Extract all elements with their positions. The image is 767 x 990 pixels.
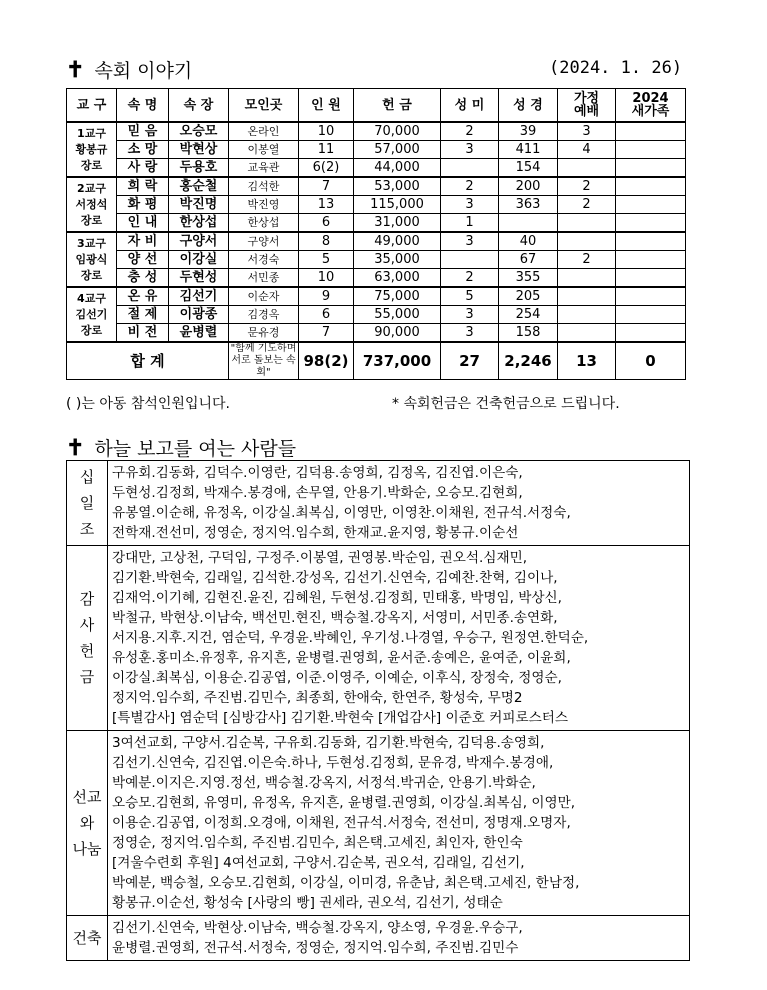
- group-name: 인 내: [117, 214, 169, 233]
- donation-category: 선교 와 나눔: [67, 731, 108, 916]
- donor-line: 유봉열.이순해, 유정옥, 이강실.최복심, 이영만, 이영찬.이채원, 전규석.서정숙,: [112, 505, 571, 521]
- meeting-place: 서민종: [229, 269, 299, 288]
- leader-name: 한상섭: [169, 214, 229, 233]
- section-title-donors: [66, 434, 296, 461]
- new-family: [616, 159, 686, 178]
- new-family: [616, 141, 686, 159]
- attendance: 7: [299, 324, 354, 343]
- bible-reading: 200: [499, 177, 558, 196]
- donor-line: 윤병렬.권영희, 전규석.서정숙, 정영순, 정지억.임수희, 주진범.김민수: [112, 940, 519, 956]
- offering: 57,000: [354, 141, 441, 159]
- family-worship: [558, 306, 616, 324]
- total-rice: 27: [441, 342, 499, 380]
- new-family: [616, 287, 686, 306]
- table-header-row: [67, 89, 686, 123]
- report-date: (2024. 1. 26): [549, 58, 683, 78]
- footnote-offering: * 속회헌금은 건축헌금으로 드립니다.: [392, 396, 620, 412]
- rice-offering: 3: [441, 306, 499, 324]
- total-note: "함께 기도하며 서로 돌보는 속회": [229, 342, 299, 380]
- new-family: [616, 122, 686, 141]
- donation-category: 감 사 헌 금: [67, 546, 108, 731]
- table-row: [67, 214, 686, 233]
- offering: 44,000: [354, 159, 441, 178]
- family-worship: 2: [558, 251, 616, 269]
- offering: 55,000: [354, 306, 441, 324]
- column-header: 헌 금: [354, 89, 441, 123]
- donor-line: 두현성.김정희, 박재수.봉경애, 손무열, 안용기.박화순, 오승모.김현희,: [112, 485, 523, 501]
- family-worship: [558, 269, 616, 288]
- new-family: [616, 196, 686, 214]
- donor-names: [108, 546, 690, 731]
- offering: 63,000: [354, 269, 441, 288]
- donor-line: 김선기.신연숙, 김진엽.이은숙.하나, 두현성.김정희, 문유경, 박재수.봉경애,: [112, 755, 554, 771]
- attendance: 13: [299, 196, 354, 214]
- offering: 31,000: [354, 214, 441, 233]
- attendance: 5: [299, 251, 354, 269]
- group-name: 사 랑: [117, 159, 169, 178]
- donor-line: 김재억.이기혜, 김현진.윤진, 김혜원, 두현성.김정희, 민태홍, 박명임, 박상신,: [112, 590, 562, 606]
- table-row: [67, 306, 686, 324]
- attendance: 6(2): [299, 159, 354, 178]
- column-header: 교 구: [67, 89, 117, 123]
- donation-category: 십 일 조: [67, 461, 108, 546]
- table-row: [67, 324, 686, 343]
- cross-icon: ✝: [66, 434, 85, 461]
- bible-reading: 205: [499, 287, 558, 306]
- bible-reading: 363: [499, 196, 558, 214]
- donor-line: 황봉규.이순선, 황성숙 [사랑의 빵] 권세라, 권오석, 김선기, 성태순: [112, 895, 503, 911]
- meeting-table: [66, 88, 686, 380]
- group-name: 자 비: [117, 232, 169, 251]
- new-family: [616, 177, 686, 196]
- family-worship: 4: [558, 141, 616, 159]
- donation-row: [67, 916, 690, 961]
- meeting-place: 김석한: [229, 177, 299, 196]
- total-bible: 2,246: [499, 342, 558, 380]
- column-header: 성 미: [441, 89, 499, 123]
- leader-name: 이강실: [169, 251, 229, 269]
- table-row: [67, 251, 686, 269]
- total-people: 98(2): [299, 342, 354, 380]
- meeting-place: 서경숙: [229, 251, 299, 269]
- family-worship: 2: [558, 177, 616, 196]
- offering: 115,000: [354, 196, 441, 214]
- meeting-place: 한상섭: [229, 214, 299, 233]
- family-worship: [558, 159, 616, 178]
- donor-line: [겨울수련회 후원] 4여선교회, 구양서.김순복, 권오석, 김래일, 김선기,: [112, 855, 525, 871]
- family-worship: [558, 232, 616, 251]
- donor-names: [108, 731, 690, 916]
- donor-names: [108, 461, 690, 546]
- group-name: 믿 음: [117, 122, 169, 141]
- attendance: 7: [299, 177, 354, 196]
- offering: 90,000: [354, 324, 441, 343]
- meeting-place: 온라인: [229, 122, 299, 141]
- group-name: 온 유: [117, 287, 169, 306]
- donor-line: 강대만, 고상천, 구덕임, 구정주.이봉열, 권영봉.박순임, 권오석.심재민,: [112, 550, 528, 566]
- leader-name: 오승모: [169, 122, 229, 141]
- new-family: [616, 306, 686, 324]
- total-label: 합 계: [67, 342, 229, 380]
- total-row: [67, 342, 686, 380]
- table-row: [67, 287, 686, 306]
- district-label: 2교구 서정석 장로: [67, 177, 117, 232]
- rice-offering: [441, 251, 499, 269]
- table-row: [67, 141, 686, 159]
- offering: 70,000: [354, 122, 441, 141]
- family-worship: [558, 324, 616, 343]
- leader-name: 두현성: [169, 269, 229, 288]
- section-title-meetings: [66, 56, 192, 83]
- table-row: [67, 232, 686, 251]
- family-worship: [558, 287, 616, 306]
- donor-line: 박철규, 박현상.이남숙, 백선민.현진, 백승철.강옥지, 서영미, 서민종.송연화,: [112, 610, 558, 626]
- section-title-text: 하늘 보고를 여는 사람들: [94, 438, 297, 460]
- donor-line: 정지억.임수희, 주진범.김민수, 최종희, 한애숙, 한연주, 황성숙, 무명2: [112, 690, 523, 706]
- leader-name: 박진명: [169, 196, 229, 214]
- offering: 35,000: [354, 251, 441, 269]
- family-worship: 2: [558, 196, 616, 214]
- family-worship: [558, 214, 616, 233]
- rice-offering: 2: [441, 177, 499, 196]
- group-name: 비 전: [117, 324, 169, 343]
- leader-name: 두용호: [169, 159, 229, 178]
- meeting-place: 박진영: [229, 196, 299, 214]
- total-worship: 13: [558, 342, 616, 380]
- group-name: 화 평: [117, 196, 169, 214]
- donor-line: 유성훈.홍미소.유정후, 유지흔, 윤병렬.권영희, 윤서준.송예은, 윤여준, 이윤희,: [112, 650, 571, 666]
- offering: 49,000: [354, 232, 441, 251]
- table-row: [67, 269, 686, 288]
- rice-offering: 3: [441, 196, 499, 214]
- district-label: 4교구 김선기 장로: [67, 287, 117, 342]
- rice-offering: 2: [441, 122, 499, 141]
- new-family: [616, 251, 686, 269]
- bible-reading: 158: [499, 324, 558, 343]
- attendance: 10: [299, 269, 354, 288]
- new-family: [616, 324, 686, 343]
- column-header: 성 경: [499, 89, 558, 123]
- rice-offering: 3: [441, 324, 499, 343]
- rice-offering: 3: [441, 232, 499, 251]
- donation-category: 건축: [67, 916, 108, 961]
- table-row: [67, 159, 686, 178]
- meeting-place: 이봉열: [229, 141, 299, 159]
- attendance: 10: [299, 122, 354, 141]
- bible-reading: 254: [499, 306, 558, 324]
- leader-name: 윤병렬: [169, 324, 229, 343]
- offering: 53,000: [354, 177, 441, 196]
- offering: 75,000: [354, 287, 441, 306]
- donation-table: [66, 460, 690, 961]
- family-worship: 3: [558, 122, 616, 141]
- district-label: 3교구 임광식 장로: [67, 232, 117, 287]
- group-name: 양 선: [117, 251, 169, 269]
- meeting-place: 김경옥: [229, 306, 299, 324]
- table-row: [67, 122, 686, 141]
- donor-line: [특별감사] 염순덕 [심방감사] 김기환.박현숙 [개업감사] 이준호 커피로스터스: [112, 710, 569, 726]
- new-family: [616, 269, 686, 288]
- bible-reading: 40: [499, 232, 558, 251]
- donation-row: [67, 731, 690, 916]
- leader-name: 김선기: [169, 287, 229, 306]
- donor-line: 구유회.김동화, 김덕수.이영란, 김덕용.송영희, 김정옥, 김진엽.이은숙,: [112, 465, 523, 481]
- leader-name: 홍순철: [169, 177, 229, 196]
- footnote-children: ( )는 아동 참석인원입니다.: [66, 396, 230, 412]
- table-row: [67, 196, 686, 214]
- bible-reading: 411: [499, 141, 558, 159]
- donor-line: 이강실.최복심, 이용순.김공엽, 이준.이영주, 이예순, 이후식, 장정숙, 정영순,: [112, 670, 562, 686]
- bible-reading: 39: [499, 122, 558, 141]
- attendance: 6: [299, 306, 354, 324]
- bible-reading: 355: [499, 269, 558, 288]
- rice-offering: 5: [441, 287, 499, 306]
- donation-row: [67, 461, 690, 546]
- bible-reading: [499, 214, 558, 233]
- meeting-place: 문유경: [229, 324, 299, 343]
- leader-name: 이광종: [169, 306, 229, 324]
- rice-offering: 1: [441, 214, 499, 233]
- group-name: 희 락: [117, 177, 169, 196]
- rice-offering: 3: [441, 141, 499, 159]
- donor-line: 3여선교회, 구양서.김순복, 구유회.김동화, 김기환.박현숙, 김덕용.송영희,: [112, 735, 545, 751]
- group-name: 소 망: [117, 141, 169, 159]
- attendance: 11: [299, 141, 354, 159]
- leader-name: 박현상: [169, 141, 229, 159]
- rice-offering: [441, 159, 499, 178]
- donor-line: 박예분, 백승철, 오승모.김현희, 이강실, 이미경, 유춘남, 최은택.고세진, 한남정,: [112, 875, 580, 891]
- donor-line: 정영순, 정지억.임수희, 주진범.김민수, 최은택.고세진, 최인자, 한인숙: [112, 835, 523, 851]
- donor-line: 이용순.김공엽, 이정희.오경애, 이채원, 전규석.서정숙, 전선미, 정명재.오명자,: [112, 815, 571, 831]
- meeting-place: 교육관: [229, 159, 299, 178]
- total-offering: 737,000: [354, 342, 441, 380]
- column-header: 속 장: [169, 89, 229, 123]
- donor-line: 서지용.지후.지건, 염순덕, 우경윤.박혜인, 우기성.나경열, 우승구, 원정연.한덕순,: [112, 630, 589, 646]
- attendance: 9: [299, 287, 354, 306]
- section-title-text: 속회 이야기: [94, 60, 193, 82]
- column-header: 모인곳: [229, 89, 299, 123]
- new-family: [616, 214, 686, 233]
- group-name: 절 제: [117, 306, 169, 324]
- donor-line: 박예분.이지은.지영.정선, 백승철.강옥지, 서정석.박귀순, 안용기.박화순,: [112, 775, 536, 791]
- cross-icon: ✝: [66, 56, 85, 83]
- meeting-place: 이순자: [229, 287, 299, 306]
- meeting-place: 구양서: [229, 232, 299, 251]
- new-family: [616, 232, 686, 251]
- bible-reading: 154: [499, 159, 558, 178]
- group-name: 충 성: [117, 269, 169, 288]
- district-label: 1교구 황봉규 장로: [67, 122, 117, 177]
- donor-line: 전학재.전선미, 정영순, 정지억.임수희, 한재교.윤지영, 황봉규.이순선: [112, 525, 519, 541]
- rice-offering: 2: [441, 269, 499, 288]
- donation-row: [67, 546, 690, 731]
- donor-line: 김선기.신연숙, 박현상.이남숙, 백승철.강옥지, 양소영, 우경윤.우승구,: [112, 920, 523, 936]
- column-header: 속 명: [117, 89, 169, 123]
- total-newfamily: 0: [616, 342, 686, 380]
- bible-reading: 67: [499, 251, 558, 269]
- table-row: [67, 177, 686, 196]
- attendance: 6: [299, 214, 354, 233]
- attendance: 8: [299, 232, 354, 251]
- donor-line: 김기환.박현숙, 김래일, 김석한.강성옥, 김선기.신연숙, 김예찬.찬혁, 김이나,: [112, 570, 558, 586]
- column-header: 가정 예배: [558, 89, 616, 123]
- column-header: 2024 새가족: [616, 89, 686, 123]
- leader-name: 구양서: [169, 232, 229, 251]
- donor-line: 오승모.김현희, 유영미, 유정옥, 유지흔, 윤병렬.권영희, 이강실.최복심, 이영만,: [112, 795, 576, 811]
- column-header: 인 원: [299, 89, 354, 123]
- donor-names: [108, 916, 690, 961]
